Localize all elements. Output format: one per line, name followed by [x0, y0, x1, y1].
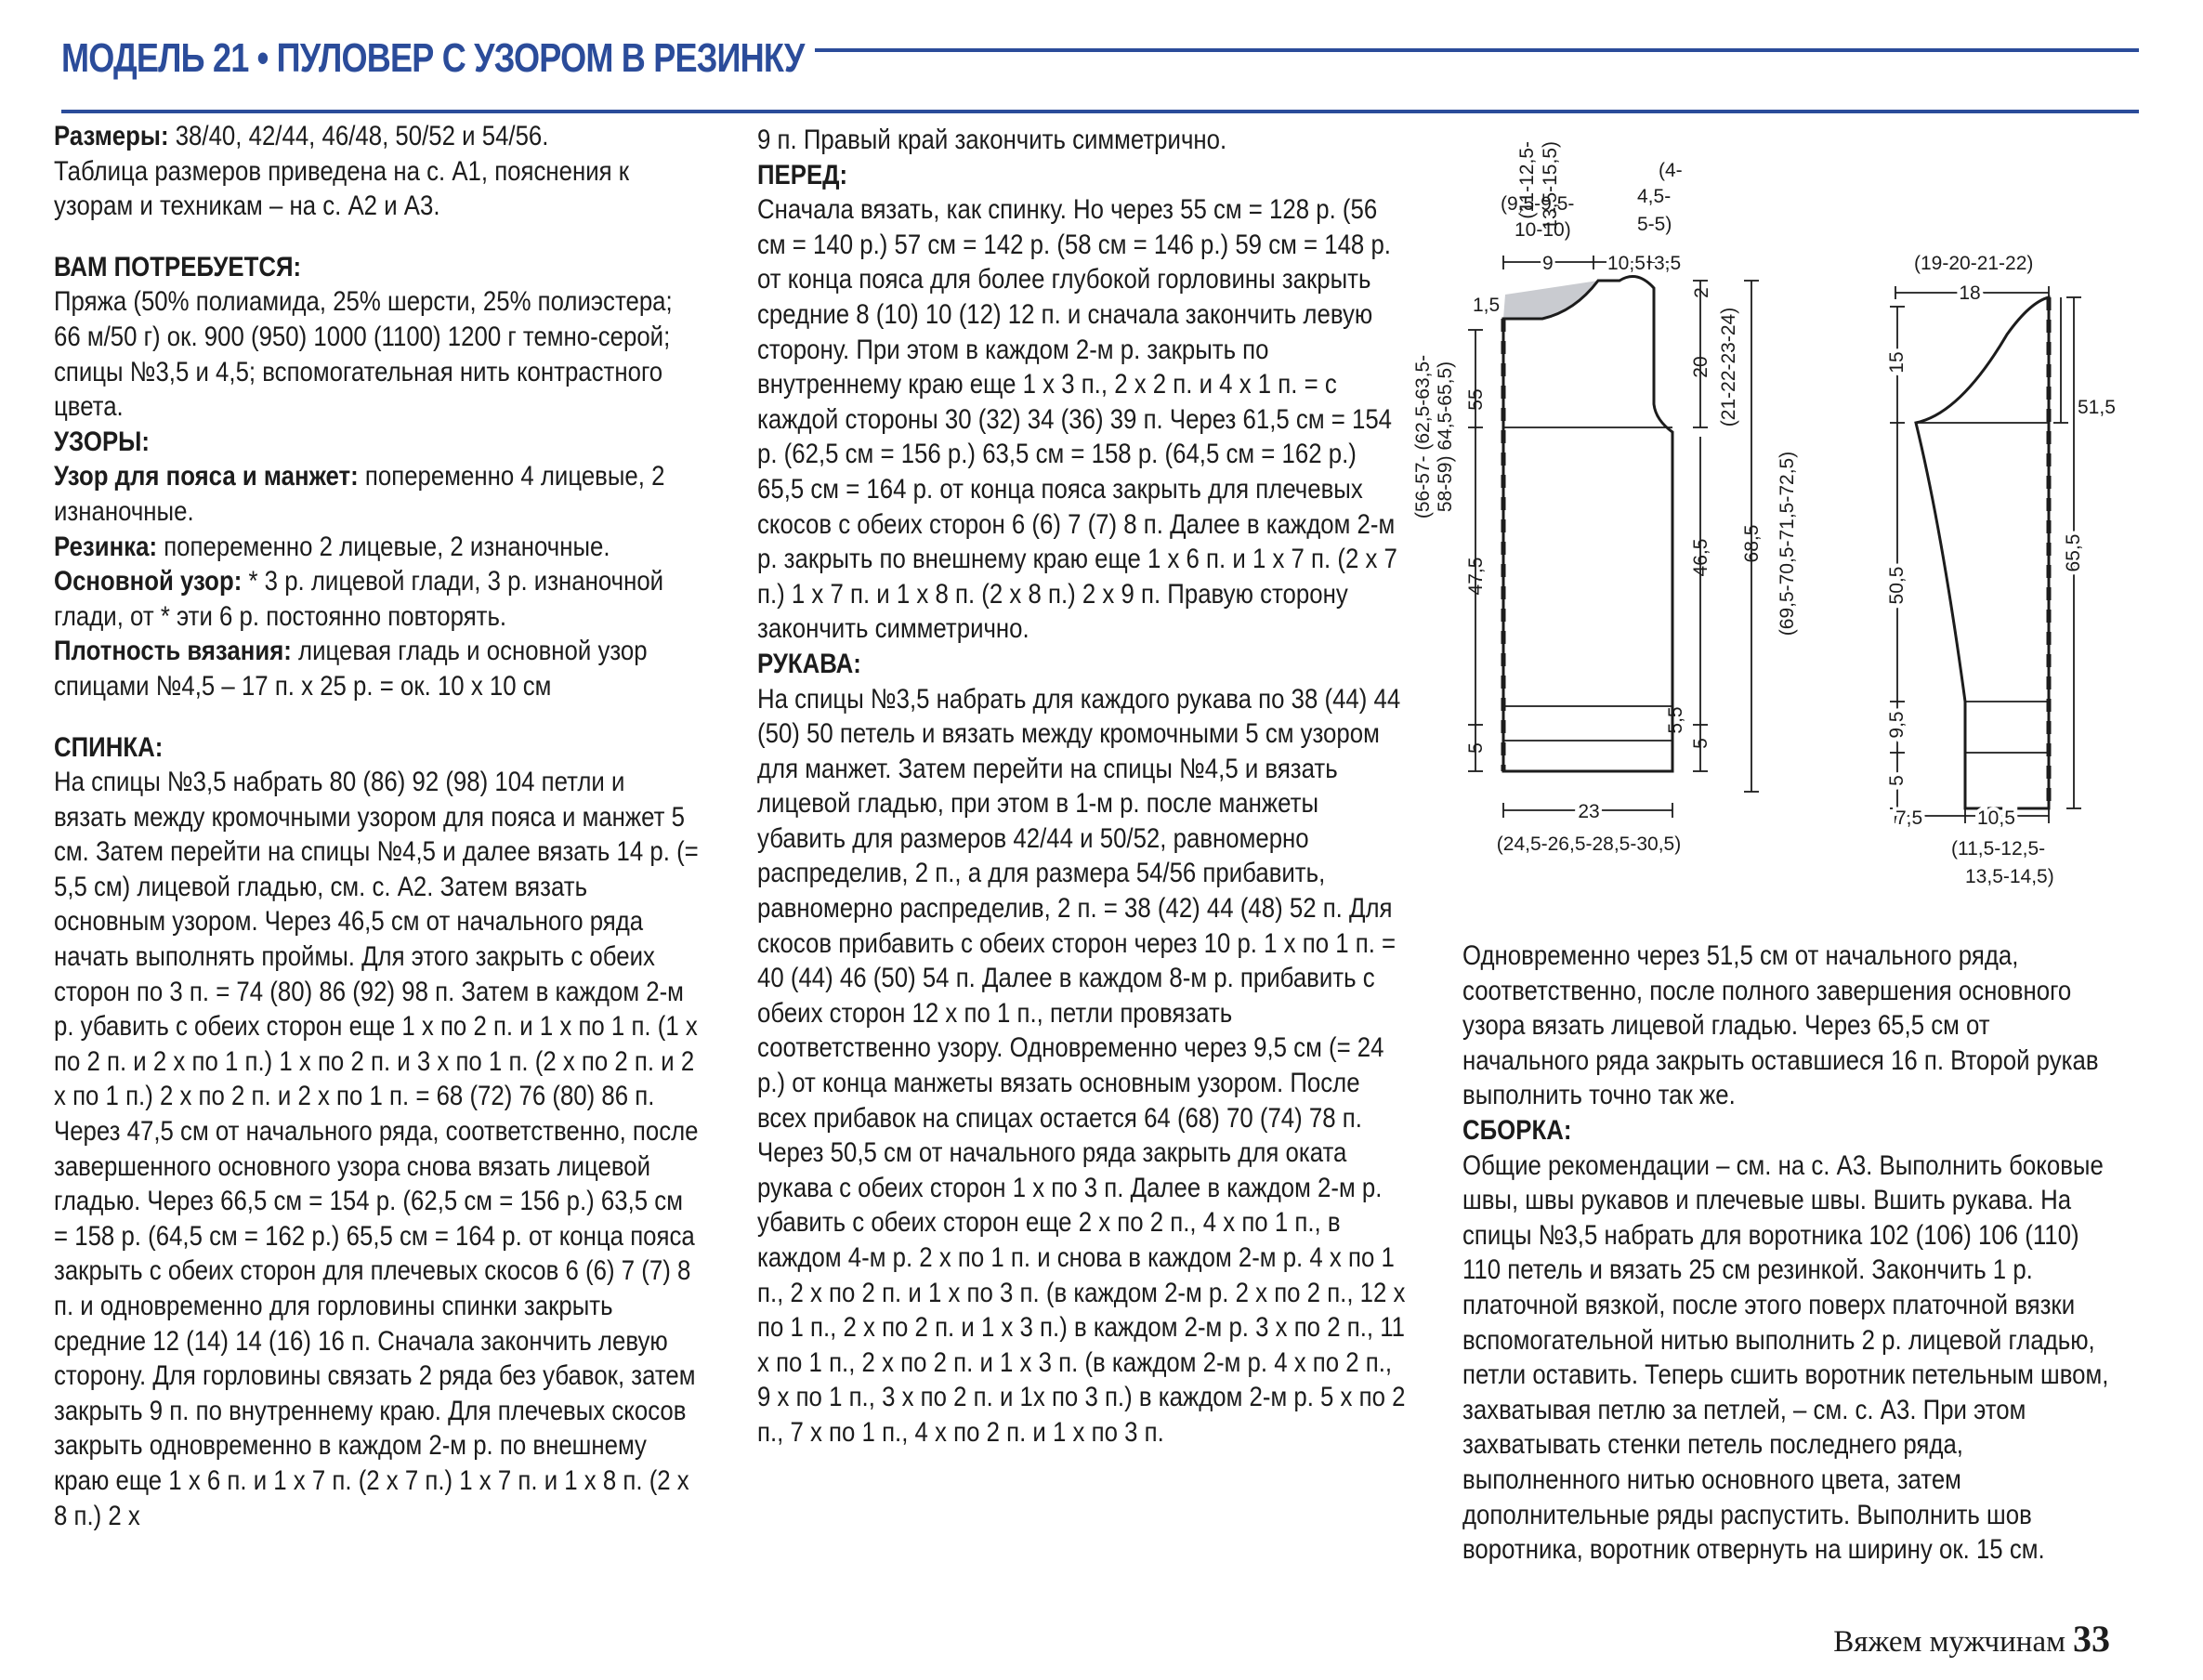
dim-shoulder-d: 3,5	[1654, 253, 1682, 274]
pattern-main: Основной узор: * 3 р. лицевой глади, 3 р. изнаночной глади, от * эти 6 р. постоянно повторять.	[54, 566, 664, 632]
dim-top-b: 13,5-15,5)	[1540, 141, 1561, 230]
sleeves-text-cont: Одновременно через 51,5 см от начального ряда, соответственно, после полного завершения основного узора вязать лицевой гладью. Через 65,5 см от начального ряда закрыть оставшиеся 16 п. Второй рукав выполнить точно так же.	[1462, 940, 2099, 1111]
dim-neck-b: 10-10)	[1515, 219, 1571, 241]
pattern-cuff: Узор для пояса и манжет: попеременно 4 лицевые, 2 изнаночные.	[54, 461, 665, 527]
footer-text: Вяжем мужчинам	[1833, 1625, 2065, 1659]
dim-h-47-5: 47,5	[1465, 557, 1487, 596]
dim-top-d: 4,5-	[1637, 186, 1672, 207]
materials-text: Пряжа (50% полиамида, 25% шерсти, 25% полиэстера; 66 м/50 г) ок. 900 (950) 1000 (1100) 1200 г темно-серой; спицы №3,5 и 4,5; вспомогательная нить контрастного цвета.	[54, 286, 673, 423]
sizes-label: Размеры:	[54, 121, 169, 151]
dim-rib-5: 5	[1690, 738, 1711, 749]
dim-shoulder-w: 10,5	[1607, 253, 1646, 274]
materials-heading: ВАМ ПОТРЕБУЕТСЯ:	[54, 251, 302, 282]
sleeve-bottom-b: 10,5	[1977, 807, 2015, 829]
assembly-text: Общие рекомендации – см. на с. А3. Выполнить боковые швы, швы рукавов и плечевые швы. Вшить рукава. На спицы №3,5 набрать для воротника 102 (106) 106 (110) 110 петель и вязать 25 см резинкой. Закончить 1 р. платочной вязкой, после этого поверх платочной вязки вспомогательной нитью выполнить 2 р. лицевой гладью, петли оставить. Теперь сшить воротник петельным швом, захватывая петлю за петлей, – см. с. А3. При этом захватывать стенки петель последнего ряда, выполненного нитью основного цвета, затем дополнительные ряды распустить. Выполнить шов воротника, воротник отвернуть на ширину ок. 15 см.	[1462, 1149, 2109, 1566]
body-schematic	[1394, 121, 1840, 864]
dim-depth-1-5: 1,5	[1473, 295, 1501, 316]
dim-depth-55: 55	[1465, 388, 1487, 411]
dim-top-a: (11-12,5-	[1516, 141, 1538, 219]
title-rule-bottom	[61, 110, 2139, 113]
sleeve-top-alt: (19-20-21-22)	[1914, 253, 2034, 274]
sleeve-len-9-5: 9,5	[1886, 711, 1908, 739]
sleeve-bottom-a: 7,5	[1895, 807, 1923, 829]
dim-left-b: 58-59) 64,5-65,5)	[1435, 361, 1456, 513]
dim-side: 46,5	[1690, 538, 1711, 577]
dim-width: 23	[1578, 801, 1600, 822]
sleeve-cap-h: 15	[1886, 351, 1908, 374]
dim-shoulder-drop: 2	[1691, 287, 1712, 298]
assembly-heading: СБОРКА:	[1462, 1114, 1572, 1146]
sleeves-text: На спицы №3,5 набрать для каждого рукава по 38 (44) 44 (50) 50 петель и вязать между кромочными 5 см узором для манжет. Затем перейти на спицы №4,5 и вязать лицевой гладью, при этом в 1-м р. после манжеты убавить для размеров 42/44 и 50/52, равномерно распределив, 2 п., а для размера 54/56 прибавить, равномерно распределив, 2 п. = 38 (42) 44 (48) 52 п. Для скосов прибавить с обеих сторон через 10 р. 1 х по 1 п. = 40 (44) 46 (50) 54 п. Далее в каждом 8-м р. прибавить с обеих сторон 12 х по 1 п., петли провязать соответственно узору. Одновременно через 9,5 см (= 24 р.) от конца манжеты вязать основным узором. После всех прибавок на спицах остается 64 (68) 70 (74) 78 п. Через 50,5 см от начального ряда закрыть для оката рукава с обеих сторон 1 х по 3 п. Далее в каждом 2-м р. убавить с обеих сторон еще 2 х по 2 п., 4 х по 1 п., в каждом 4-м р. 2 х по 1 п. и снова в каждом 2-м р. 4 х по 1 п., 2 х по 2 п. и 1 х по 3 п. (в каждом 2-м р. 2 х по 2 п., 12 х по 1 п., 2 х по 2 п. и 1 х 3 п.) в каждом 2-м р. 3 х по 2 п., 11 х по 1 п., 2 х по 2 п. и 1 х 3 п. (в каждом 2-м р. 4 х по 2 п., 9 х по 1 п., 3 х по 2 п. и 1х по 3 п.) в каждом 2-м р. 5 х по 2 п., 7 х по 1 п., 4 х по 2 п. и 1 х по 3 п.	[757, 683, 1406, 1448]
sizes-note: Таблица размеров приведена на с. А1, пояснения к узорам и техникам – на с. А2 и А3.	[54, 155, 630, 222]
body-outline	[1503, 277, 1672, 772]
dim-width-alt: (24,5-26,5-28,5-30,5)	[1496, 833, 1682, 855]
neck-shade	[1503, 281, 1598, 321]
sizes-paragraph	[54, 119, 702, 154]
pattern-rib: Резинка: попеременно 2 лицевые, 2 изнаночные.	[54, 531, 610, 562]
sleeve-bottom-alt-b: 13,5-14,5)	[1965, 866, 2054, 887]
dim-rib-5-5: 5,5	[1665, 706, 1686, 734]
sleeve-outline	[1916, 297, 2049, 808]
sleeve-len-5: 5	[1886, 775, 1908, 786]
sleeve-cap-side: 51,5	[2078, 397, 2116, 418]
back-heading: СПИНКА:	[54, 731, 164, 763]
patterns-heading: УЗОРЫ:	[54, 426, 150, 457]
dim-total: 68,5	[1741, 524, 1763, 563]
sleeve-top-w: 18	[1959, 282, 1981, 304]
sleeve-total: 65,5	[2063, 533, 2084, 572]
dim-total-alt: (69,5-70,5-71,5-72,5)	[1777, 451, 1798, 637]
front-text: Сначала вязать, как спинку. Но через 55 см = 128 р. (56 см = 140 р.) 57 см = 142 р. (58 см = 146 р.) 59 см = 148 р. от конца пояса для более глубокой горловины закрыть средние 8 (10) 10 (12) 12 п. и сначала закончить левую сторону. При этом в каждом 2-м р. закрыть по внутреннему краю еще 1 х 3 п., 2 х 2 п. и 4 х 1 п. = с каждой стороны 30 (32) 34 (36) 39 п. Через 61,5 см = 154 р. (62,5 см = 156 р.) 63,5 см = 158 р. (64,5 см = 162 р.) 65,5 см = 164 р. от конца пояса закрыть для плечевых скосов с обеих сторон 6 (6) 7 (7) 8 п. Далее в каждом 2-м р. закрыть по внешнему краю еще 1 х 6 п. и 1 х 7 п. (2 х 7 п.) 1 х 7 п. и 1 х 8 п. (2 х 8 п.) 2 х 9 п. Правую сторону закончить симметрично.	[757, 194, 1397, 645]
dim-neck-a: (9,5-9,5-	[1501, 193, 1575, 215]
column-middle	[757, 123, 1408, 1450]
sleeve-len-50-5: 50,5	[1886, 566, 1908, 605]
front-heading: ПЕРЕД:	[757, 159, 848, 190]
dim-h-5-left: 5	[1465, 742, 1487, 754]
page-title: МОДЕЛЬ 21 • ПУЛОВЕР С УЗОРОМ В РЕЗИНКУ	[61, 35, 815, 82]
gauge: Плотность вязания: лицевая гладь и основной узор спицами №4,5 – 17 п. х 25 р. = ок. 10 х 10 см	[54, 636, 648, 702]
dim-left-a: (56-57- (62,5-63,5-	[1412, 354, 1434, 519]
dim-armhole-alt: (21-22-23-24)	[1718, 307, 1739, 427]
sleeve-schematic	[1858, 232, 2137, 901]
page-number: 33	[2073, 1618, 2110, 1660]
column-right	[1462, 938, 2122, 1568]
dim-armhole: 20	[1690, 356, 1711, 378]
sleeves-heading: РУКАВА:	[757, 648, 861, 679]
dim-top-c: (4-	[1659, 160, 1683, 181]
back-text: На спицы №3,5 набрать 80 (86) 92 (98) 104 петли и вязать между кромочными узором для пояса и манжет 5 см. Затем перейти на спицы №4,5 и далее вязать 14 р. (= 5,5 см) лицевой гладью, см. с. А2. Затем вязать основным узором. Через 46,5 см от начального ряда начать выполнять проймы. Для этого закрыть с обеих сторон по 3 п. = 74 (80) 86 (92) 98 п. Затем в каждом 2-м р. убавить с обеих сторон еще 1 х по 2 п. и 1 х по 1 п. (1 х по 2 п. и 2 х по 1 п.) 1 х по 2 п. и 3 х по 1 п. (2 х по 2 п. и 2 х по 1 п.) 2 х по 2 п. и 2 х по 1 п. = 68 (72) 76 (80) 86 п. Через 47,5 см от начального ряда, соответственно, после завершенного основного узора снова вязать лицевой гладью. Через 66,5 см = 154 р. (62,5 см = 156 р.) 63,5 см = 158 р. (64,5 см = 162 р.) 65,5 см = 164 р. от конца пояса закрыть с обеих сторон для плечевых скосов 6 (6) 7 (7) 8 п. и одновременно для горловины спинки закрыть средние 12 (14) 14 (16) 16 п. Сначала закончить левую сторону. Для горловины связать 2 ряда без убавок, затем закрыть 9 п. по внутреннему краю. Для плечевых скосов закрыть одновременно в каждом 2-м р. по внешнему краю еще 1 х 6 п. и 1 х 7 п. (2 х 7 п.) 1 х 7 п. и 1 х 8 п. (2 х 8 п.) 2 х	[54, 767, 699, 1531]
page-footer	[1833, 1617, 2110, 1660]
back-text-end: 9 п. Правый край закончить симметрично.	[757, 125, 1227, 155]
column-left	[54, 119, 704, 1533]
dim-top-e: 5-5)	[1637, 214, 1672, 235]
sleeve-bottom-alt-a: (11,5-12,5-	[1951, 838, 2046, 860]
dim-neck-w: 9	[1542, 253, 1554, 274]
sizes-value: 38/40, 42/44, 46/48, 50/52 и 54/56.	[168, 121, 549, 151]
